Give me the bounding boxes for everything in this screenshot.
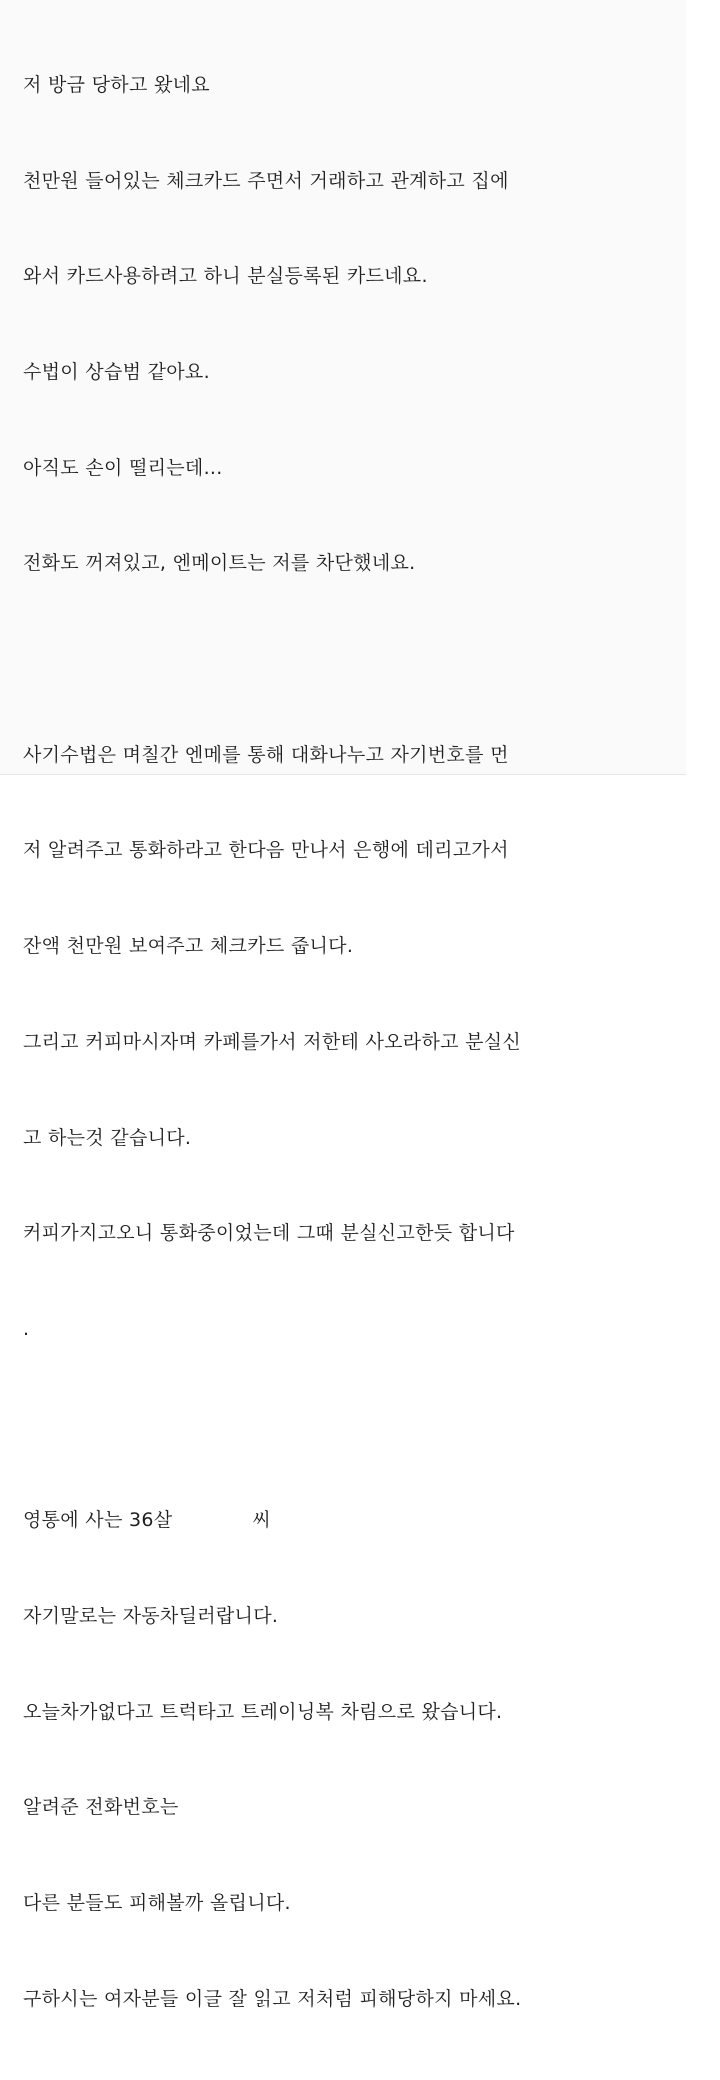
text-line: 다른 분들도 피해볼까 올립니다. <box>23 1892 291 1915</box>
text-line: 커피가지고오니 통화중이었는데 그때 분실신고한듯 합니다 <box>23 1222 515 1245</box>
text-line: 수법이 상습범 같아요. <box>23 360 210 383</box>
text-fragment: 영통에 사는 36살 <box>23 1509 173 1532</box>
text-fragment: 씨 <box>252 1509 272 1532</box>
text-line: 저 알려주고 통화하라고 한다음 만나서 은행에 데리고가서 <box>23 839 509 862</box>
text-line: 와서 카드사용하려고 하니 분실등록된 카드네요. <box>23 265 428 288</box>
text-line-with-redaction <box>23 1505 683 1537</box>
text-line: 오늘차가없다고 트럭타고 트레이닝복 차림으로 왔습니다. <box>23 1700 503 1723</box>
text-line: 구하시는 여자분들 이글 잘 읽고 저처럼 피해당하지 마세요. <box>23 1987 522 2010</box>
text-line: 알려준 전화번호는 <box>23 1796 179 1819</box>
text-line: 자기말로는 자동차딜러랍니다. <box>23 1605 279 1628</box>
post-body <box>23 6 683 2080</box>
text-line: 천만원 들어있는 체크카드 주면서 거래하고 관계하고 집에 <box>23 169 509 192</box>
text-line: 전화도 꺼져있고, 엔메이트는 저를 차단했네요. <box>23 552 416 575</box>
text-line: 고 하는것 같습니다. <box>23 1126 192 1149</box>
paragraph-break <box>23 644 683 676</box>
text-line: . <box>23 1317 30 1340</box>
text-line: 아직도 손이 떨리는데... <box>23 456 223 479</box>
paragraph-break <box>23 1410 683 1442</box>
text-line: 사기수법은 며칠간 엔메를 통해 대화나누고 자기번호를 먼 <box>23 743 509 766</box>
text-line: 잔액 천만원 보여주고 체크카드 줍니다. <box>23 935 354 958</box>
text-line: 그리고 커피마시자며 카페를가서 저한테 사오라하고 분실신 <box>23 1030 522 1053</box>
text-line: 저 방금 당하고 왔네요 <box>23 73 210 96</box>
